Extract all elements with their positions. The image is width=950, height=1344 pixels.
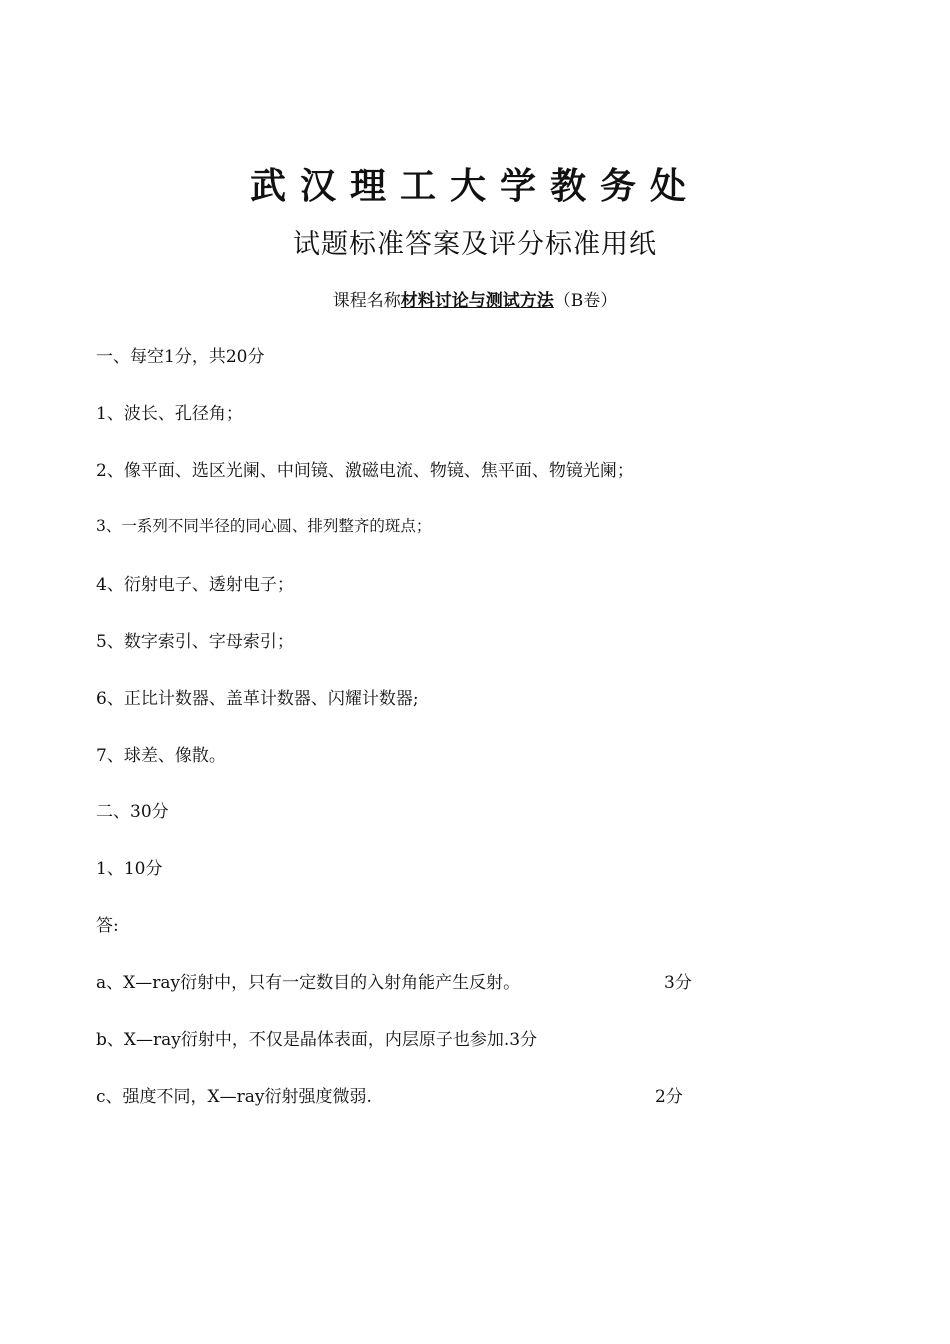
answer-3: 3、一系列不同半径的同心圆、排列整齐的斑点； [96, 517, 432, 535]
question-1-heading: 1、10分 [96, 859, 163, 879]
answer-5: 5、数字索引、字母索引； [96, 632, 294, 652]
course-name: 材料讨论与测试方法 [400, 291, 554, 311]
answer-2: 2、像平面、选区光阑、中间镜、激磁电流、物镜、焦平面、物镜光阑； [96, 461, 634, 481]
answer-4: 4、衍射电子、透射电子； [96, 575, 294, 595]
answer-1: 1、波长、孔径角； [96, 404, 243, 424]
document-subtitle: 试题标准答案及评分标准用纸 [293, 229, 657, 260]
course-label: 课程名称 [332, 291, 401, 311]
institution-title: 武汉理工大学教务处 [249, 165, 700, 207]
point-a-score: 3分 [664, 973, 692, 993]
point-a: a、X—ray衍射中，只有一定数目的入射角能产生反射。 [96, 973, 521, 993]
answer-6: 6、正比计数器、盖革计数器、闪耀计数器; [96, 689, 419, 709]
section-2-heading: 二、30分 [96, 802, 169, 822]
point-b: b、X—ray衍射中，不仅是晶体表面，内层原子也参加.3分 [96, 1030, 538, 1050]
course-line [0, 286, 950, 311]
answer-7: 7、球差、像散。 [96, 746, 226, 766]
paper-type: （B卷） [553, 291, 618, 311]
answer-label: 答: [96, 916, 119, 936]
point-c-score: 2分 [655, 1087, 683, 1107]
point-c: c、强度不同，X—ray衍射强度微弱. [96, 1087, 372, 1107]
section-1-heading: 一、每空1分，共20分 [96, 347, 265, 367]
